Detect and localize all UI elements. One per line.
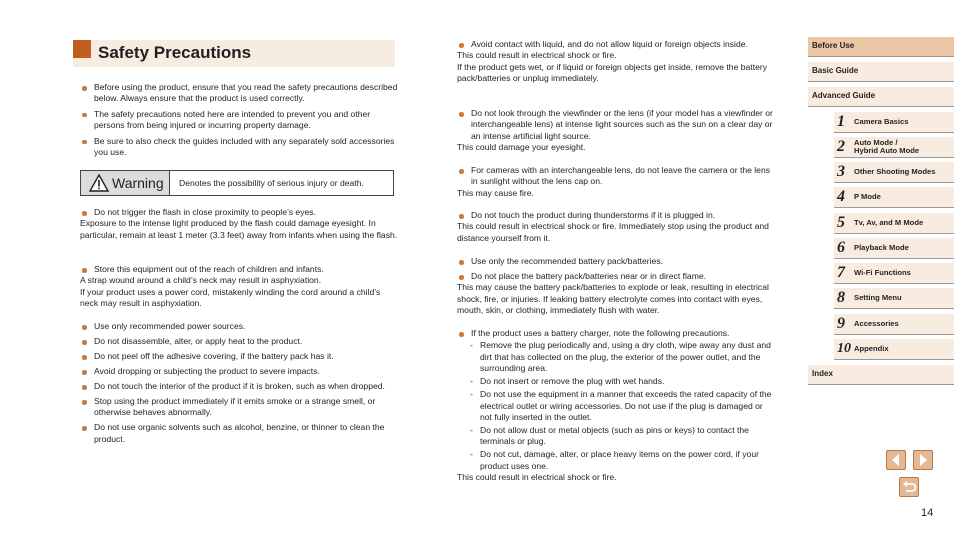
dash-item: - Remove the plug periodically and, using a dry cloth, wipe away any dust and dirt that has collected on the plug, the exterior of the power outlet, and the surrounding area. <box>457 340 775 374</box>
paragraph: Exposure to the intense light produced by the flash could damage eyesight. In particular, remain at least 1 meter (3.3 feet) away from infants when using the flash. <box>80 218 398 240</box>
list-item: Use only the recommended battery pack/batteries. <box>457 256 775 267</box>
charger-section <box>457 328 775 484</box>
warning-description: Denotes the possibility of serious injury or death. <box>179 178 364 188</box>
nav-chapter-10[interactable] <box>834 339 954 360</box>
nav-basic-guide[interactable]: Basic Guide <box>808 62 954 82</box>
dash-item: - Do not use the equipment in a manner that exceeds the rated capacity of the electrical outlet or wiring accessories. Do not use if the plug is damaged or not fully inserted in the outlet. <box>457 389 775 423</box>
paragraph: If the product gets wet, or if liquid or foreign objects get inside, remove the battery pack/batteries or unplug immediately. <box>457 61 768 84</box>
nav-chapter-9[interactable] <box>834 314 954 335</box>
list-item: If the product uses a battery charger, note the following precautions. <box>457 328 775 339</box>
list-item: Do not place the battery pack/batteries near or in direct flame. <box>457 271 775 282</box>
return-button[interactable] <box>899 477 919 497</box>
nav-chapter-3[interactable] <box>834 162 954 183</box>
list-item: Avoid dropping or subjecting the product to severe impacts. <box>80 366 398 377</box>
flash-section <box>80 207 398 241</box>
chapter-number: 3 <box>837 163 845 180</box>
paragraph: This could result in electrical shock or fire. <box>457 472 617 483</box>
title-accent-square <box>73 40 91 58</box>
chapter-number: 6 <box>837 239 845 256</box>
chapter-number: 7 <box>837 264 845 281</box>
chapter-label: Appendix <box>854 343 889 353</box>
nav-before-use[interactable]: Before Use <box>808 37 954 57</box>
nav-index[interactable]: Index <box>808 365 954 385</box>
list-item: For cameras with an interchangeable lens, do not leave the camera or the lens in sunlight without the lens cap on. <box>457 165 775 188</box>
prev-page-button[interactable] <box>886 450 906 470</box>
paragraph: This could result in electrical shock or fire. Immediately stop using the product and distance yourself from it. <box>457 221 769 243</box>
chapter-label: Wi-Fi Functions <box>854 267 911 277</box>
nav-chapter-4[interactable] <box>834 187 954 208</box>
list-item: Do not peel off the adhesive covering, if the battery pack has it. <box>80 351 398 362</box>
list-item: Stop using the product immediately if it emits smoke or a strange smell, or otherwise behaves abnormally. <box>80 396 398 419</box>
return-icon <box>900 478 918 496</box>
list-item: Avoid contact with liquid, and do not allow liquid or foreign objects inside. <box>457 39 775 50</box>
nav-chapter-6[interactable] <box>834 238 954 259</box>
nav-chapter-1[interactable] <box>834 112 954 133</box>
liquid-section <box>457 39 775 85</box>
nav-chapter-5[interactable] <box>834 213 954 234</box>
next-page-icon <box>914 451 932 469</box>
viewfinder-section <box>457 108 775 154</box>
warning-legend <box>80 170 394 196</box>
paragraph: This may cause the battery pack/batteries to explode or leak, resulting in electrical shock, fire, or injuries. If leaking battery electrolyte comes into contact with eyes, mouth, skin, or clothing, immediately flush with water. <box>457 282 769 316</box>
paragraph: This could damage your eyesight. <box>457 142 586 153</box>
chapter-label: Accessories <box>854 318 899 328</box>
dash-item: - Do not insert or remove the plug with wet hands. <box>457 376 775 387</box>
chapter-number: 9 <box>837 315 845 332</box>
battery-section <box>457 256 775 317</box>
lens-cap-section <box>457 165 775 199</box>
list-item: Be sure to also check the guides included with any separately sold accessories you use. <box>80 136 398 159</box>
page-number: 14 <box>921 507 934 519</box>
nav-chapter-2[interactable] <box>834 137 954 158</box>
power-list <box>80 321 398 445</box>
chapter-number: 1 <box>837 113 845 130</box>
chapter-number: 5 <box>837 214 845 231</box>
warning-label: Warning <box>112 175 164 191</box>
list-item: Do not look through the viewfinder or the lens (if your model has a viewfinder or interchangeable lens) at intense light sources such as the sun on a clear day or an intense artificial light source. <box>457 108 775 142</box>
chapter-label: Auto Mode / Hybrid Auto Mode <box>854 137 920 155</box>
chapter-label: Other Shooting Modes <box>854 166 936 176</box>
list-item: Use only recommended power sources. <box>80 321 398 332</box>
prev-page-icon <box>887 451 905 469</box>
chapter-label: P Mode <box>854 191 881 201</box>
list-item: Before using the product, ensure that you read the safety precautions described below. Always ensure that the product is used correctly. <box>80 82 398 105</box>
chapter-label: Tv, Av, and M Mode <box>854 217 924 227</box>
chapter-number: 8 <box>837 289 845 306</box>
nav-chapter-8[interactable] <box>834 288 954 309</box>
paragraph: This could result in electrical shock or fire. <box>457 50 617 61</box>
chapter-number: 2 <box>837 138 845 155</box>
chapter-label: Setting Menu <box>854 292 902 302</box>
paragraph: This may cause fire. <box>457 187 534 198</box>
paragraph: A strap wound around a child’s neck may result in asphyxiation. <box>80 275 322 286</box>
thunder-section <box>457 210 775 244</box>
list-item: Do not trigger the flash in close proximity to people’s eyes. <box>80 207 398 218</box>
page-title: Safety Precautions <box>98 43 252 62</box>
list-item: Store this equipment out of the reach of children and infants. <box>80 264 398 275</box>
dash-item: - Do not cut, damage, alter, or place heavy items on the power cord, if your product uses one. <box>457 449 775 472</box>
paragraph: If your product uses a power cord, mistakenly winding the cord around a child’s neck may result in asphyxiation. <box>80 286 381 309</box>
chapter-label: Playback Mode <box>854 242 909 252</box>
list-item: Do not touch the product during thunderstorms if it is plugged in. <box>457 210 775 221</box>
list-item: Do not disassemble, alter, or apply heat to the product. <box>80 336 398 347</box>
children-section <box>80 264 398 310</box>
list-item: Do not use organic solvents such as alcohol, benzine, or thinner to clean the product. <box>80 422 398 445</box>
dash-item: - Do not allow dust or metal objects (such as pins or keys) to contact the terminals or plug. <box>457 425 775 448</box>
list-item: The safety precautions noted here are intended to prevent you and other persons from being injured or incurring property damage. <box>80 109 398 132</box>
next-page-button[interactable] <box>913 450 933 470</box>
chapter-number: 10 <box>837 341 851 356</box>
nav-advanced-guide[interactable]: Advanced Guide <box>808 87 954 107</box>
chapter-number: 4 <box>837 188 845 205</box>
list-item: Do not touch the interior of the product if it is broken, such as when dropped. <box>80 381 398 392</box>
warning-label-cell <box>81 171 170 195</box>
warning-triangle-icon <box>89 174 109 192</box>
nav-chapter-7[interactable] <box>834 263 954 284</box>
chapter-label: Camera Basics <box>854 116 909 126</box>
intro-list <box>80 82 398 158</box>
